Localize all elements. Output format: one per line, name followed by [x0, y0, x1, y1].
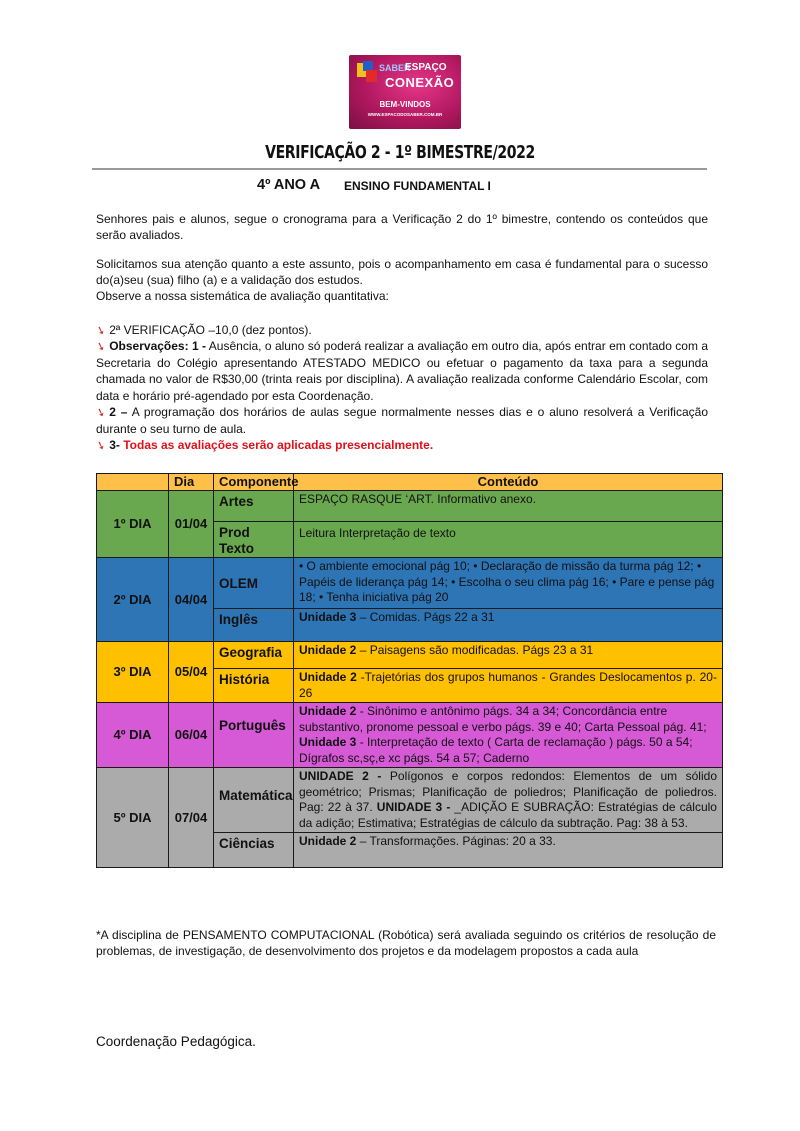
- content-cell: [294, 609, 723, 642]
- table-row: [97, 558, 723, 609]
- arrow-bullet-icon: ➘: [94, 405, 108, 421]
- column-header-content: Conteúdo: [294, 474, 723, 491]
- intro-paragraph-2: [96, 256, 708, 304]
- intro-paragraph-2-note: Observe a nossa sistemática de avaliação quantitativa:: [96, 289, 389, 303]
- component-cell: Geografia: [214, 642, 294, 669]
- column-header-component: Componente: [214, 474, 294, 491]
- content-unit: Unidade 2: [299, 670, 357, 684]
- table-row: [97, 703, 723, 768]
- content-cell: [294, 833, 723, 868]
- content-unit: Unidade 2: [299, 704, 357, 718]
- day-label: 5º DIA: [97, 768, 169, 868]
- school-logo: [349, 55, 461, 129]
- content-text: - Sinônimo e antônimo págs. 34 a 34; Concordância entre substantivo, pronome pessoal e verbo págs. 39 e 40; Carta Pessoal pág. 41;: [299, 704, 707, 734]
- date-cell: 06/04: [169, 703, 214, 768]
- arrow-bullet-icon: ➘: [94, 339, 108, 355]
- bullet-text-highlight: Todas as avaliações serão aplicadas presencialmente.: [119, 438, 434, 452]
- content-unit: Unidade 2: [299, 834, 357, 848]
- document-title: VERIFICAÇÃO 2 - 1º BIMESTRE/2022: [265, 142, 535, 163]
- day-label: 2º DIA: [97, 558, 169, 642]
- table-header-row: [97, 474, 723, 491]
- bullet-item-1: [96, 322, 708, 339]
- date-cell: 01/04: [169, 491, 214, 558]
- bullet-item-3: [96, 404, 708, 437]
- bullet-text: 2ª VERIFICAÇÃO –10,0 (dez pontos).: [109, 323, 312, 337]
- table-row: [97, 491, 723, 522]
- bullet-label: 2 –: [109, 405, 128, 419]
- day-label: 1º DIA: [97, 491, 169, 558]
- table-row: [97, 642, 723, 669]
- content-cell: • O ambiente emocional pág 10; • Declaração de missão da turma pág 12; • Papéis de liderança pág 14; • Escolha o seu clima pág 16; • Pare e pense pág 18; • Tenha iniciativa pág 20: [294, 558, 723, 609]
- component-cell: Inglês: [214, 609, 294, 642]
- logo-welcome: BEM-VINDOS: [379, 100, 431, 109]
- education-level: ENSINO FUNDAMENTAL I: [344, 179, 491, 193]
- content-cell: [294, 669, 723, 703]
- content-unit-2: Unidade 3: [299, 735, 357, 749]
- column-header-date: Dia: [169, 474, 214, 491]
- schedule-table: [96, 473, 723, 868]
- content-unit: UNIDADE 2 -: [299, 769, 382, 783]
- content-cell: Leitura Interpretação de texto: [294, 522, 723, 558]
- intro-paragraph-2-text: Solicitamos sua atenção quanto a este assunto, pois o acompanhamento em casa é fundamental para o sucesso do(a)seu (sua) filho (a) e a validação dos estudos.: [96, 257, 708, 287]
- component-cell: OLEM: [214, 558, 294, 609]
- component-cell: Matemática: [214, 768, 294, 833]
- class-name: 4º ANO A: [257, 177, 321, 193]
- bullet-text: Ausência, o aluno só poderá realizar a avaliação em outro dia, após entrar em contado com a Secretaria do Colégio apresentando ATESTADO MEDICO ou efetuar o pagamento da taxa para a segunda chamada no valor de R$30,00 (trinta reais por disciplina). A avaliação realizada conforme Calendário Escolar, com data e horário pré-agendado por esta Coordenação.: [96, 339, 709, 403]
- content-text: Polígonos e corpos redondos: Elementos de um sólido geométrico; Prismas; Planificação de poliedros; Planificação de poliedros. Pag: 22 à 37.: [299, 769, 717, 814]
- content-unit: Unidade 3: [299, 610, 357, 624]
- bullet-text: A programação dos horários de aulas segue normalmente nesses dias e o aluno resolverá a Verificação durante o seu turno de aula.: [96, 405, 708, 437]
- content-text: – Paisagens são modificadas. Págs 23 a 31: [356, 643, 594, 657]
- date-cell: 05/04: [169, 642, 214, 703]
- content-text: – Transformações. Páginas: 20 a 33.: [356, 834, 556, 848]
- bullet-label: Observações: 1 -: [109, 339, 207, 353]
- day-label: 3º DIA: [97, 642, 169, 703]
- content-unit: Unidade 2: [299, 643, 357, 657]
- date-cell: 07/04: [169, 768, 214, 868]
- content-cell: [294, 703, 723, 768]
- logo-url: WWW.ESPACODOSABER.COM.BR: [367, 112, 443, 117]
- bullet-item-4: [96, 437, 708, 454]
- title-divider: [92, 168, 707, 170]
- day-label: 4º DIA: [97, 703, 169, 768]
- logo-brand-small: SABER: [379, 63, 411, 73]
- arrow-bullet-icon: ➘: [94, 323, 108, 339]
- component-cell: Ciências: [214, 833, 294, 868]
- table-row: [97, 768, 723, 833]
- content-cell: [294, 642, 723, 669]
- content-text: -Trajetórias dos grupos humanos - Grandes Deslocamentos p. 20-26: [299, 670, 717, 700]
- content-unit-2: UNIDADE 3 -: [376, 800, 451, 814]
- logo-brand-line2: CONEXÃO: [385, 75, 455, 90]
- signature: Coordenação Pedagógica.: [96, 1034, 256, 1049]
- content-text-2: - Interpretação de texto ( Carta de reclamação ) págs. 50 a 54; Dígrafos sc,sç,e xc págs. 54 a 57; Caderno: [299, 735, 693, 765]
- logo-brand-line1: ESPAÇO: [405, 62, 447, 73]
- logo-blocks-icon: [357, 61, 379, 83]
- bullet-label: 3-: [109, 438, 120, 452]
- content-text-2: _ADIÇÃO E SUBRAÇÃO: Estratégias de cálculo da adição; Estimativa; Estratégias de cálculo da subtração. Pag: 38 à 53.: [299, 800, 717, 830]
- arrow-bullet-icon: ➘: [94, 438, 108, 454]
- component-cell: Artes: [214, 491, 294, 522]
- bullet-item-2: [96, 338, 708, 404]
- component-cell: Prod Texto: [214, 522, 294, 558]
- date-cell: 04/04: [169, 558, 214, 642]
- component-cell: Português: [214, 703, 294, 768]
- intro-paragraph-1: Senhores pais e alunos, segue o cronograma para a Verificação 2 do 1º bimestre, contendo os conteúdos que serão avaliados.: [96, 212, 708, 242]
- column-header-day-number: [97, 474, 169, 491]
- robotics-footnote: *A disciplina de PENSAMENTO COMPUTACIONAL (Robótica) será avaliada seguindo os critérios de resolução de problemas, de investigação, de desenvolvimento dos projetos e da modelagem propostos a cada aula: [96, 928, 716, 958]
- content-cell: ESPAÇO RASQUE ‘ART. Informativo anexo.: [294, 491, 723, 522]
- component-cell: História: [214, 669, 294, 703]
- content-cell: [294, 768, 723, 833]
- content-text: – Comidas. Págs 22 a 31: [356, 610, 495, 624]
